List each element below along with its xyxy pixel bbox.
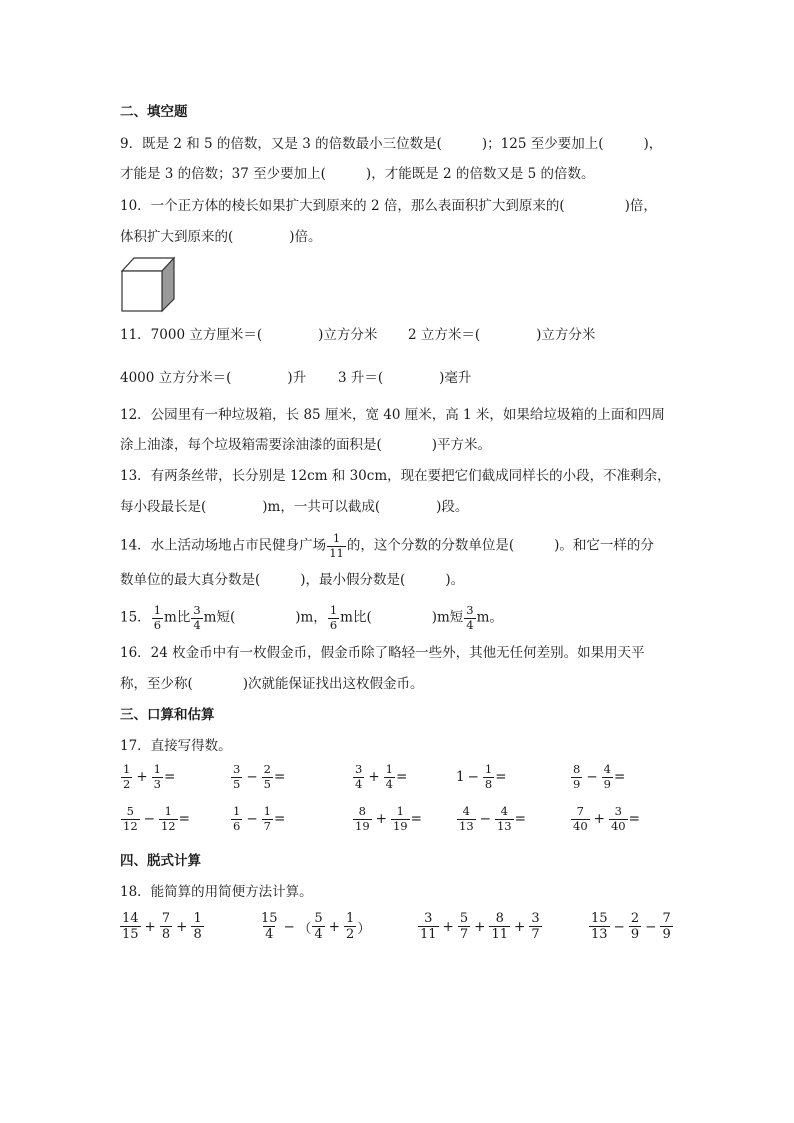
oral-calc-item <box>120 764 175 790</box>
operator: + <box>176 918 188 935</box>
question-11-part-d <box>338 368 471 388</box>
q13-text-a: 每小段最长是( <box>120 499 207 515</box>
fraction: $\frac{1}{2}$ <box>123 762 131 791</box>
oral-calc-item <box>570 806 640 832</box>
q11-text-a2: )立方分米 <box>318 327 378 343</box>
q18-expression-3 <box>417 912 543 941</box>
fraction: $\frac{8}{9}$ <box>573 762 581 791</box>
question-16-line-2 <box>120 674 424 694</box>
whole-number: 1 <box>456 769 465 785</box>
q14-text-c: )。和它一样的分 <box>554 537 654 554</box>
q11-text-b1: 2 立方米＝( <box>408 327 481 343</box>
fraction: $\frac{5}{12}$ <box>123 804 138 833</box>
question-12-line-2 <box>120 435 491 455</box>
oral-calc-item <box>120 806 190 832</box>
fraction: $\frac{4}{13}$ <box>496 804 512 833</box>
q14-text-b: 的，这个分数的分数单位是( <box>346 537 515 554</box>
section-heading-oral: 三、口算和估算 <box>120 707 215 723</box>
q14-text-f: )。 <box>445 572 465 588</box>
q9-text-b: )；125 至少要加上( <box>481 136 604 152</box>
question-13-line-2 <box>120 497 468 517</box>
fraction: $\frac{1}{2}$ <box>345 911 355 942</box>
q10-text-d: )倍。 <box>289 229 322 245</box>
oral-calc-item <box>230 764 285 790</box>
equals-sign: = <box>514 811 526 827</box>
q18-expression-4 <box>588 912 674 941</box>
q12-text-b: )平方米。 <box>431 437 492 453</box>
equals-sign: = <box>628 811 640 827</box>
fraction: $\frac{3}{4}$ <box>355 762 363 791</box>
q11-text-d2: )毫升 <box>439 370 472 386</box>
q14-text-e: )，最小假分数是( <box>300 572 406 588</box>
q12-text-a: 涂上油漆，每个垃圾箱需要涂油漆的面积是( <box>120 437 382 453</box>
fraction: $\frac{4}{9}$ <box>603 762 611 791</box>
fraction: $\frac{7}{9}$ <box>662 911 671 942</box>
q9-text-e: )，才能既是 2 的倍数又是 5 的倍数。 <box>365 166 595 182</box>
question-18-prompt: 18．能简算的用简便方法计算。 <box>120 884 313 900</box>
fraction: $\frac{1}{19}$ <box>392 804 408 833</box>
fraction: $\frac{5}{7}$ <box>459 911 469 942</box>
left-paren: （ <box>297 920 312 937</box>
question-14-line-1 <box>120 533 654 559</box>
fraction: $\frac{1}{3}$ <box>153 762 161 791</box>
question-11-part-b <box>408 325 595 345</box>
operator: − <box>645 918 657 935</box>
section-heading-fill-blank: 二、填空题 <box>120 104 188 120</box>
fraction: $\frac{1}{6}$ <box>153 603 162 632</box>
equals-sign: = <box>495 769 507 785</box>
q11-text-d1: 3 升＝( <box>338 370 384 386</box>
fraction: $\frac{3}{4}$ <box>466 603 474 632</box>
q15-number: 15． <box>120 609 151 626</box>
operator: − <box>479 811 491 827</box>
equals-sign: = <box>273 769 286 785</box>
fraction: $\frac{15}{13}$ <box>591 911 608 942</box>
q13-text-b: )m，一共可以截成( <box>262 499 381 515</box>
question-10-line-1 <box>120 196 657 216</box>
q9-text-c: )， <box>643 136 663 152</box>
fraction: $\frac{8}{19}$ <box>355 804 370 833</box>
q9-text-a: 9．既是 2 和 5 的倍数，又是 3 的倍数最小三位数是( <box>120 136 442 152</box>
operator: − <box>246 811 258 827</box>
equals-sign: = <box>410 811 422 827</box>
fraction: $\frac{3}{4}$ <box>193 603 201 632</box>
oral-calc-item <box>456 806 526 832</box>
q15-text: )m， <box>295 609 327 626</box>
q13-text-c: )段。 <box>436 499 469 515</box>
equals-sign: = <box>178 811 190 827</box>
fraction: $\frac{8}{11}$ <box>491 911 508 942</box>
fraction: $\frac{4}{13}$ <box>459 804 474 833</box>
fraction: $\frac{1}{4}$ <box>385 762 393 791</box>
operator: + <box>593 811 605 827</box>
cube-figure <box>119 255 177 313</box>
q18-expression-2 <box>258 912 371 941</box>
fraction: $\frac{3}{40}$ <box>610 804 626 833</box>
fraction: $\frac{1}{6}$ <box>233 804 241 833</box>
question-14-line-2 <box>120 570 464 590</box>
fraction: $\frac{15}{4}$ <box>261 911 278 942</box>
oral-calc-item <box>352 806 422 832</box>
fraction: $\frac{3}{7}$ <box>531 911 540 942</box>
operator: + <box>474 918 486 935</box>
fraction: $\frac{14}{15}$ <box>122 911 139 942</box>
operator: + <box>514 918 526 935</box>
fraction: $\frac{1}{6}$ <box>329 603 338 632</box>
q11-text-c2: )升 <box>287 370 307 386</box>
question-9-line-2 <box>120 164 595 184</box>
fraction: $\frac{1}{8}$ <box>484 762 493 791</box>
oral-calc-item <box>230 806 285 832</box>
operator: + <box>144 918 156 935</box>
question-12-line-1: 12．公园里有一种垃圾箱，长 85 厘米，宽 40 厘米，高 1 米，如果给垃圾箱的上面和四周 <box>120 407 665 423</box>
operator: − <box>246 769 258 785</box>
q9-text-d: 才能是 3 的倍数；37 至少要加上( <box>120 166 326 182</box>
q14-text-d: 数单位的最大真分数是( <box>120 572 261 588</box>
question-17-prompt: 17．直接写得数。 <box>120 738 232 754</box>
q15-text: m比( <box>340 609 372 626</box>
fraction: $\frac{2}{5}$ <box>263 762 271 791</box>
equals-sign: = <box>613 769 626 785</box>
fraction: $\frac{7}{8}$ <box>161 911 171 942</box>
fraction: $\frac{5}{4}$ <box>314 911 323 942</box>
q16-text-b: )次就能保证找出这枚假金币。 <box>242 676 424 692</box>
q11-text-a1: 11．7000 立方厘米＝( <box>120 327 263 343</box>
q15-text: m比 <box>164 609 191 626</box>
fraction: $\frac{1}{11}$ <box>329 531 344 560</box>
operator: + <box>136 769 148 785</box>
q15-text: m。 <box>476 609 503 626</box>
question-11-line-2 <box>120 368 306 388</box>
operator: − <box>283 918 295 935</box>
operator: − <box>613 918 625 935</box>
fraction: $\frac{1}{7}$ <box>263 804 271 833</box>
q15-text: m短( <box>203 609 236 626</box>
q11-text-c1: 4000 立方分米＝( <box>120 370 232 386</box>
q10-text-b: )倍， <box>624 198 657 214</box>
fraction: $\frac{3}{11}$ <box>420 911 437 942</box>
equals-sign: = <box>395 769 408 785</box>
operator: + <box>368 769 380 785</box>
q15-text: )m短 <box>431 609 464 626</box>
oral-calc-item <box>352 764 407 790</box>
question-13-line-1: 13．有两条丝带，长分别是 12cm 和 30cm，现在要把它们截成同样长的小段，不准剩余， <box>120 468 671 484</box>
question-11-line-1 <box>120 325 377 345</box>
q10-text-c: 体积扩大到原来的( <box>120 229 234 245</box>
q18-expression-1 <box>119 912 205 941</box>
operator: − <box>467 769 479 785</box>
equals-sign: = <box>163 769 176 785</box>
equals-sign: = <box>273 811 286 827</box>
q10-text-a: 10．一个正方体的棱长如果扩大到原来的 2 倍，那么表面积扩大到原来的( <box>120 198 565 214</box>
q11-text-b2: )立方分米 <box>536 327 596 343</box>
operator: + <box>375 811 387 827</box>
q16-text-a: 称，至少称( <box>120 676 193 692</box>
fraction: $\frac{3}{5}$ <box>233 762 241 791</box>
question-10-line-2 <box>120 227 322 247</box>
fraction: $\frac{1}{12}$ <box>160 804 176 833</box>
fraction: $\frac{2}{9}$ <box>630 911 640 942</box>
question-15 <box>120 605 503 631</box>
oral-calc-item <box>456 764 507 790</box>
operator: + <box>328 918 340 935</box>
operator: − <box>586 769 598 785</box>
oral-calc-item <box>570 764 625 790</box>
question-16-line-1: 16．24 枚金币中有一枚假金币，假金币除了略轻一些外，其他无任何差别。如果用天平 <box>120 645 645 661</box>
right-paren: ） <box>357 920 371 937</box>
q14-text-a: 14．水上活动场地占市民健身广场 <box>120 537 327 554</box>
operator: + <box>442 918 454 935</box>
fraction: $\frac{1}{8}$ <box>193 911 202 942</box>
fraction: $\frac{7}{40}$ <box>573 804 588 833</box>
section-heading-written: 四、脱式计算 <box>120 853 201 869</box>
question-9-line-1 <box>120 134 662 154</box>
operator: − <box>143 811 155 827</box>
